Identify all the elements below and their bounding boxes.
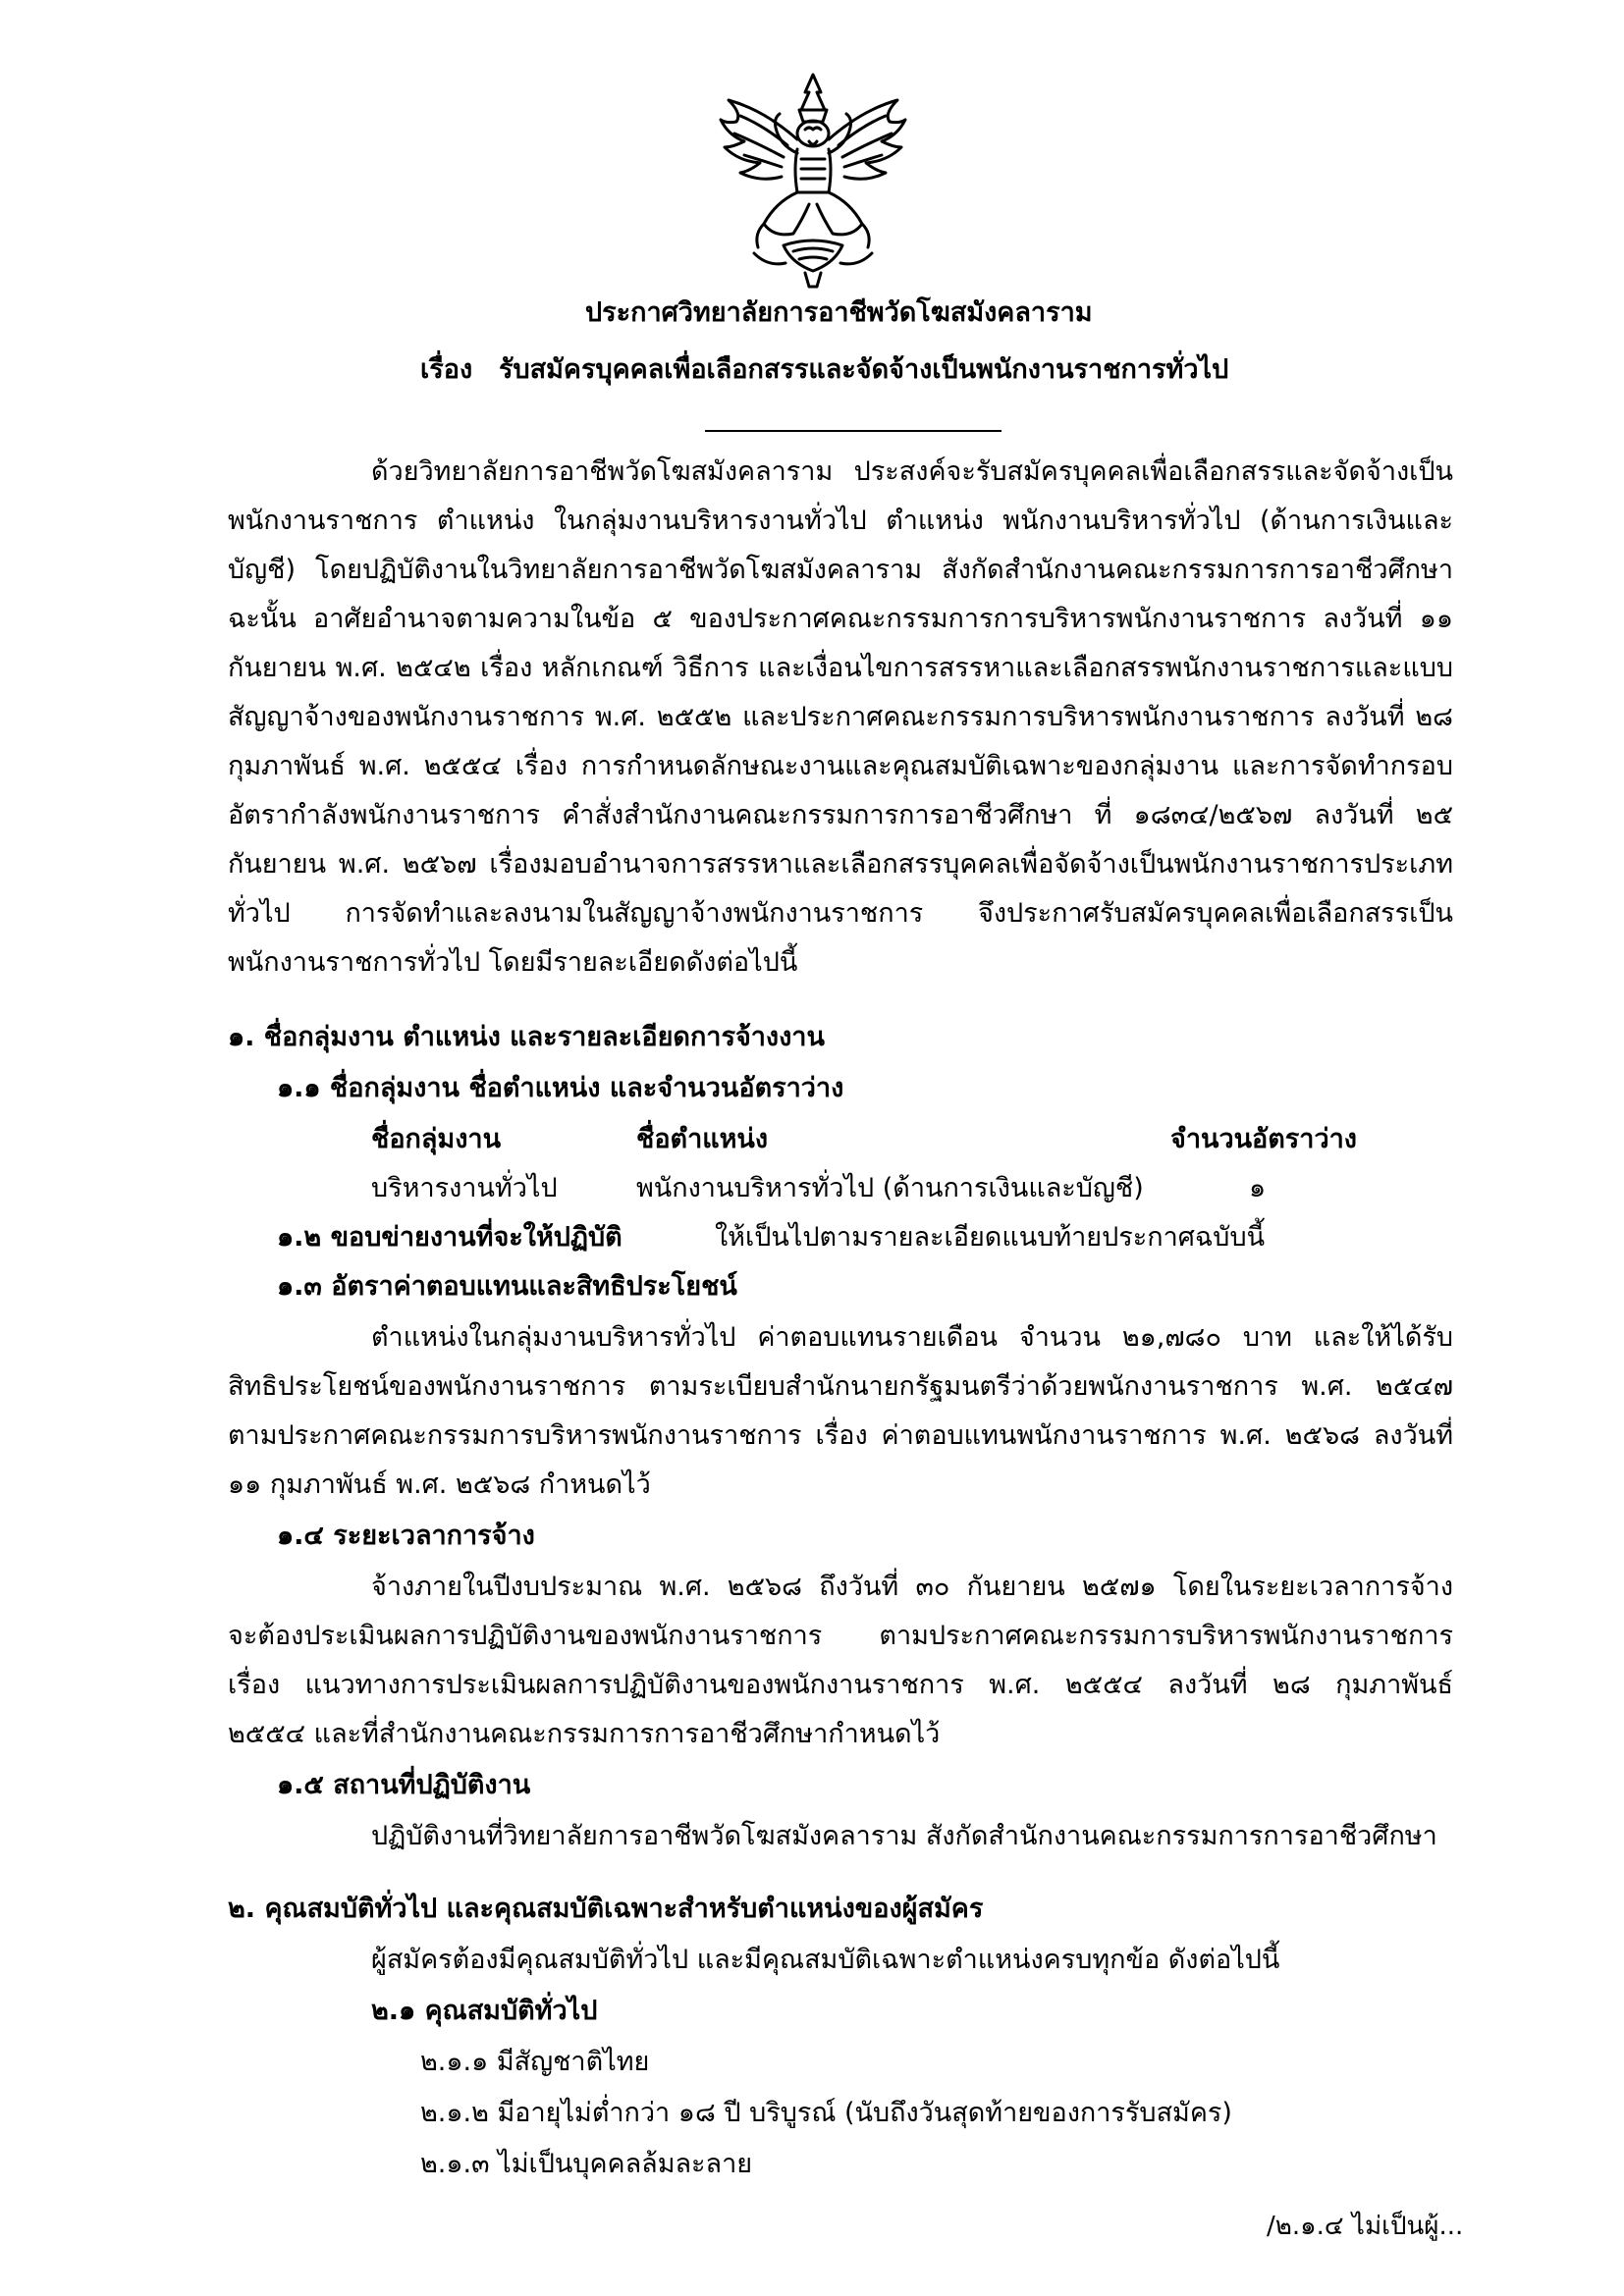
title-divider	[705, 430, 1001, 432]
announcement-title: ประกาศวิทยาลัยการอาชีพวัดโฆสมังคลาราม	[585, 297, 1093, 328]
section-1-3-heading: ๑.๓ อัตราค่าตอบแทนและสิทธิประโยชน์	[277, 1271, 737, 1302]
section-1-4-line: จะต้องประเมินผลการปฏิบัติงานของพนักงานราชการ ตามประกาศคณะกรรมการบริหารพนักงานราชการ	[228, 1621, 1453, 1651]
list-item: ๒.๑.๒ มีอายุไม่ต่ำกว่า ๑๘ ปี บริบูรณ์ (นับถึงวันสุดท้ายของการรับสมัคร)	[420, 2098, 1232, 2128]
table-cell-position: พนักงานบริหารทั่วไป (ด้านการเงินและบัญชี)	[636, 1173, 1144, 1203]
subject-label: เรื่อง	[420, 354, 473, 385]
section-1-4-heading: ๑.๔ ระยะเวลาการจ้าง	[277, 1521, 535, 1551]
list-item: ๒.๑.๑ มีสัญชาติไทย	[420, 2047, 650, 2077]
section-1-1-heading: ๑.๑ ชื่อกลุ่มงาน ชื่อตำแหน่ง และจำนวนอัตราว่าง	[277, 1073, 844, 1103]
intro-line: พนักงานราชการทั่วไป โดยมีรายละเอียดดังต่อไปนี้	[228, 947, 798, 978]
table-header-group: ชื่อกลุ่มงาน	[371, 1124, 502, 1154]
section-1-4-line: เรื่อง แนวทางการประเมินผลการปฏิบัติงานของพนักงานราชการ พ.ศ. ๒๕๕๔ ลงวันที่ ๒๘ กุมภาพันธ์	[228, 1670, 1453, 1700]
intro-line: ฉะนั้น อาศัยอำนาจตามความในข้อ ๕ ของประกาศคณะกรรมการการบริหารพนักงานราชการ ลงวันที่ ๑๑	[228, 604, 1453, 634]
section-1-5-heading: ๑.๕ สถานที่ปฏิบัติงาน	[277, 1770, 531, 1800]
intro-line: อัตรากำลังพนักงานราชการ คำสั่งสำนักงานคณะกรรมการการอาชีวศึกษา ที่ ๑๘๓๔/๒๕๖๗ ลงวันที่ ๒๕	[228, 800, 1453, 830]
section-1-4-line: ๒๕๕๔ และที่สำนักงานคณะกรรมการการอาชีวศึกษากำหนดไว้	[228, 1719, 941, 1749]
table-cell-group: บริหารงานทั่วไป	[371, 1173, 558, 1203]
intro-line: สัญญาจ้างของพนักงานราชการ พ.ศ. ๒๕๕๒ และประกาศคณะกรรมการบริหารพนักงานราชการ ลงวันที่ ๒๘	[228, 702, 1453, 732]
intro-line: กันยายน พ.ศ. ๒๕๖๗ เรื่องมอบอำนาจการสรรหาและเลือกสรรบุคคลเพื่อจัดจ้างเป็นพนักงานราชการประเภท	[228, 849, 1453, 880]
section-1-heading: ๑. ชื่อกลุ่มงาน ตำแหน่ง และรายละเอียดการจ้างงาน	[228, 1022, 825, 1052]
intro-line: พนักงานราชการ ตำแหน่ง ในกลุ่มงานบริหารงานทั่วไป ตำแหน่ง พนักงานบริหารทั่วไป (ด้านการเงินและ	[228, 506, 1453, 536]
intro-line: ด้วยวิทยาลัยการอาชีพวัดโฆสมังคลาราม ประสงค์จะรับสมัครบุคคลเพื่อเลือกสรรและจัดจ้างเป็น	[371, 456, 1453, 487]
section-1-4-line: จ้างภายในปีงบประมาณ พ.ศ. ๒๕๖๘ ถึงวันที่ ๓๐ กันยายน ๒๕๗๑ โดยในระยะเวลาการจ้าง	[371, 1572, 1453, 1602]
page-continuation: /๒.๑.๔ ไม่เป็นผู้...	[1267, 2212, 1464, 2241]
garuda-emblem-icon	[715, 71, 911, 292]
intro-line: กันยายน พ.ศ. ๒๕๔๒ เรื่อง หลักเกณฑ์ วิธีการ และเงื่อนไขการสรรหาและเลือกสรรพนักงานราชการและแบบ	[228, 653, 1453, 683]
table-cell-vacancies: ๑	[1249, 1173, 1267, 1203]
intro-line: ทั่วไป การจัดทำและลงนามในสัญญาจ้างพนักงานราชการ จึงประกาศรับสมัครบุคคลเพื่อเลือกสรรเป็น	[228, 898, 1453, 929]
table-header-position: ชื่อตำแหน่ง	[636, 1124, 769, 1154]
section-1-3-line: ตามประกาศคณะกรรมการบริหารพนักงานราชการ เรื่อง ค่าตอบแทนพนักงานราชการ พ.ศ. ๒๕๖๘ ลงวันที่	[228, 1420, 1453, 1451]
announcement-subject: รับสมัครบุคคลเพื่อเลือกสรรและจัดจ้างเป็นพนักงานราชการทั่วไป	[499, 354, 1229, 385]
section-1-2-heading: ๑.๒ ขอบข่ายงานที่จะให้ปฏิบัติ	[277, 1222, 623, 1253]
section-2-1-heading: ๒.๑ คุณสมบัติทั่วไป	[371, 1996, 598, 2026]
section-1-2-text: ให้เป็นไปตามรายละเอียดแนบท้ายประกาศฉบับนี้	[715, 1222, 1266, 1253]
section-1-3-line: ตำแหน่งในกลุ่มงานบริหารทั่วไป ค่าตอบแทนรายเดือน จำนวน ๒๑,๗๘๐ บาท และให้ได้รับ	[371, 1322, 1453, 1353]
table-header-vacancies: จำนวนอัตราว่าง	[1170, 1124, 1357, 1154]
intro-line: กุมภาพันธ์ พ.ศ. ๒๕๕๔ เรื่อง การกำหนดลักษณะงานและคุณสมบัติเฉพาะของกลุ่มงาน และการจัดทำกรอบ	[228, 751, 1453, 781]
section-2-intro: ผู้สมัครต้องมีคุณสมบัติทั่วไป และมีคุณสมบัติเฉพาะตำแหน่งครบทุกข้อ ดังต่อไปนี้	[371, 1945, 1280, 1975]
list-item: ๒.๑.๓ ไม่เป็นบุคคลล้มละลาย	[420, 2149, 753, 2179]
section-1-5-text: ปฏิบัติงานที่วิทยาลัยการอาชีพวัดโฆสมังคลาราม สังกัดสำนักงานคณะกรรมการการอาชีวศึกษา	[371, 1821, 1437, 1851]
intro-line: บัญชี) โดยปฏิบัติงานในวิทยาลัยการอาชีพวัดโฆสมังคลาราม สังกัดสำนักงานคณะกรรมการการอาชีวศึกษา	[228, 555, 1453, 585]
section-1-3-line: สิทธิประโยชน์ของพนักงานราชการ ตามระเบียบสำนักนายกรัฐมนตรีว่าด้วยพนักงานราชการ พ.ศ. ๒๕๔๗	[228, 1371, 1453, 1402]
section-1-3-line: ๑๑ กุมภาพันธ์ พ.ศ. ๒๕๖๘ กำหนดไว้	[228, 1469, 651, 1500]
section-2-heading: ๒. คุณสมบัติทั่วไป และคุณสมบัติเฉพาะสำหรับตำแหน่งของผู้สมัคร	[228, 1894, 984, 1924]
